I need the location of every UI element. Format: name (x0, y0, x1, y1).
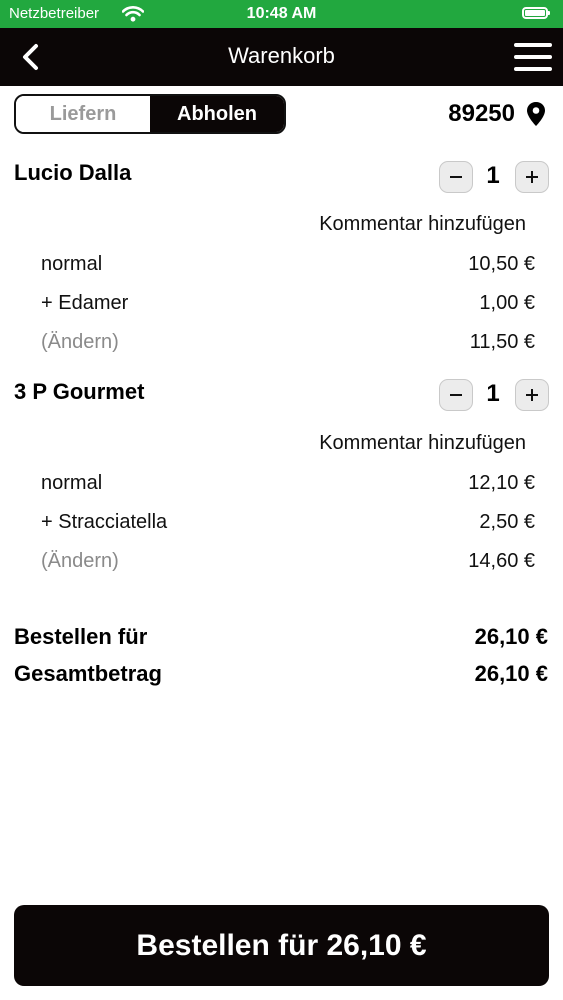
edit-item-link[interactable]: (Ändern) (41, 331, 119, 353)
quantity-value: 1 (486, 380, 500, 407)
item-option-label: normal (41, 253, 103, 275)
total-label: Gesamtbetrag (14, 661, 162, 686)
minus-icon (448, 387, 464, 403)
decrease-quantity-button[interactable] (439, 161, 473, 193)
hamburger-menu-icon[interactable] (514, 43, 552, 71)
delivery-mode-toggle (14, 94, 286, 134)
location-pin-icon[interactable] (525, 101, 547, 127)
plus-icon (524, 387, 540, 403)
increase-quantity-button[interactable] (515, 161, 549, 193)
increase-quantity-button[interactable] (515, 379, 549, 411)
zip-code[interactable]: 89250 (448, 100, 515, 127)
plus-icon (524, 169, 540, 185)
cart-item-name: 3 P Gourmet (14, 379, 145, 404)
clock: 10:48 AM (246, 5, 317, 22)
edit-item-link[interactable]: (Ändern) (41, 550, 119, 572)
item-option-label: + Stracciatella (41, 511, 168, 533)
battery-icon (522, 7, 548, 19)
order-for-value: 26,10 € (474, 624, 548, 649)
place-order-button[interactable]: Bestellen für 26,10 € (14, 905, 549, 986)
decrease-quantity-button[interactable] (439, 379, 473, 411)
minus-icon (448, 169, 464, 185)
page-title: Warenkorb (228, 43, 335, 68)
quantity-value: 1 (486, 162, 500, 189)
order-for-label: Bestellen für (14, 624, 148, 649)
cart-item-name: Lucio Dalla (14, 160, 132, 185)
tab-abholen[interactable]: Abholen (150, 96, 284, 132)
item-option-price: 2,50 € (479, 511, 535, 533)
item-option-price: 12,10 € (468, 472, 535, 494)
nav-bar (0, 28, 563, 86)
item-option-price: 1,00 € (479, 292, 535, 314)
carrier-name: Netzbetreiber (9, 5, 100, 22)
item-option-label: + Edamer (41, 292, 129, 314)
add-comment-link[interactable]: Kommentar hinzufügen (319, 432, 526, 454)
tab-liefern[interactable]: Liefern (16, 96, 150, 132)
status-bar (0, 0, 563, 28)
add-comment-link[interactable]: Kommentar hinzufügen (319, 213, 526, 235)
item-option-label: normal (41, 472, 103, 494)
item-subtotal: 11,50 € (469, 331, 535, 353)
total-value: 26,10 € (474, 661, 548, 686)
item-subtotal: 14,60 € (468, 550, 535, 572)
item-option-price: 10,50 € (468, 253, 535, 275)
